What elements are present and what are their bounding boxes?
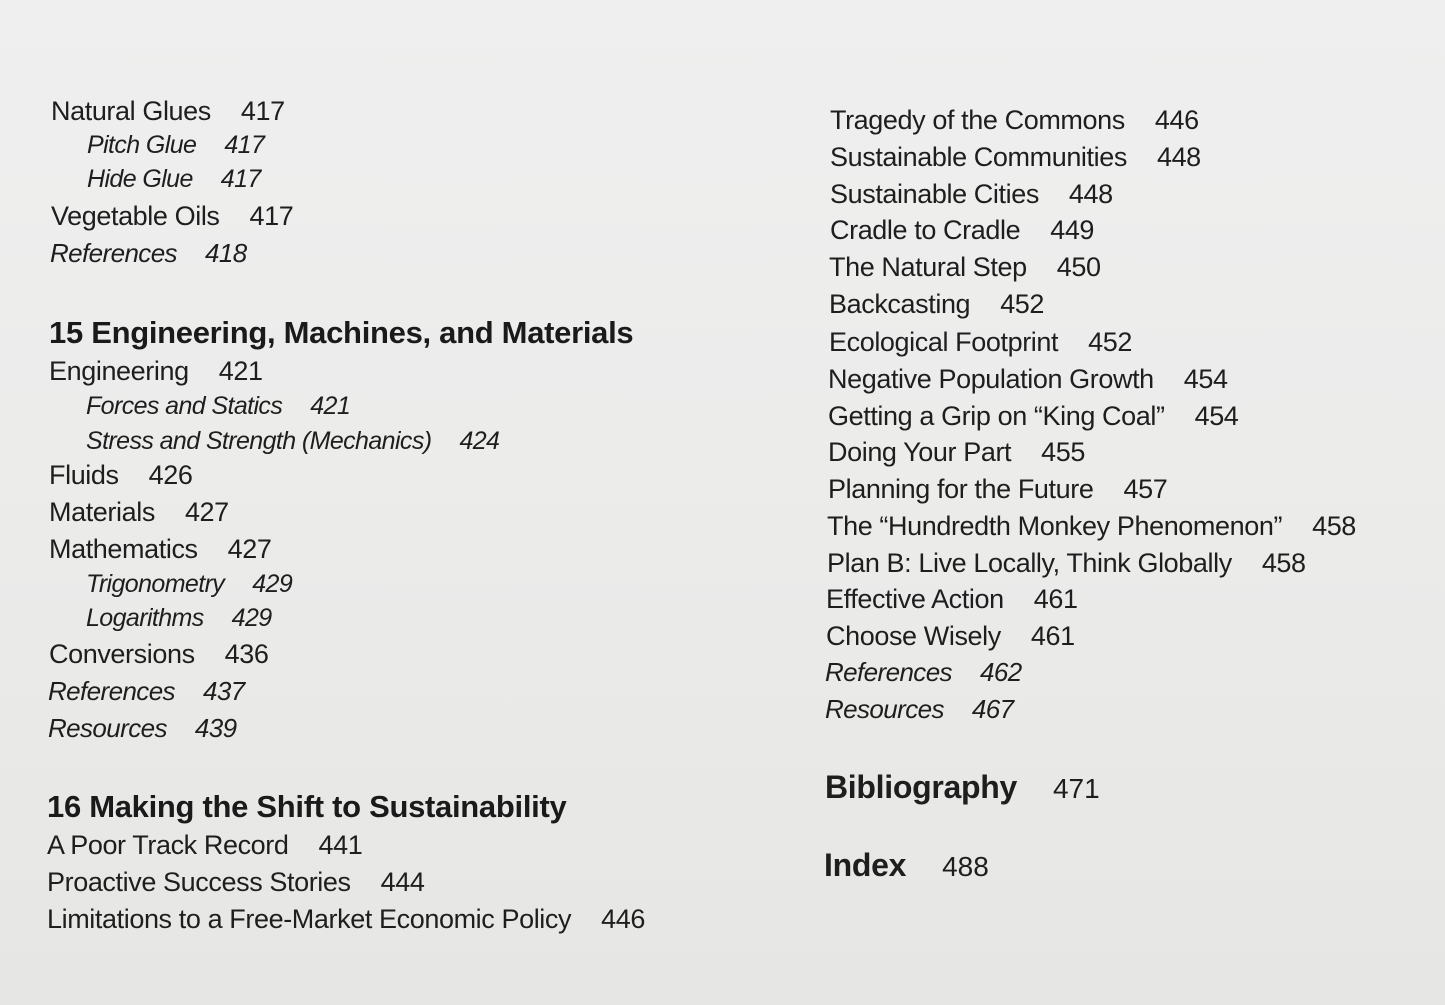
toc-entry-engineering[interactable] xyxy=(49,354,263,388)
toc-entry-label: The Natural Step xyxy=(829,252,1027,282)
toc-entry-label: Tragedy of the Commons xyxy=(830,105,1125,135)
toc-page-number: 457 xyxy=(1123,474,1168,504)
toc-entry-label: Fluids xyxy=(49,460,119,490)
toc-entry-label: Ecological Footprint xyxy=(829,327,1059,357)
toc-page-number: 446 xyxy=(601,904,645,934)
toc-page-number: 471 xyxy=(1052,773,1100,804)
toc-page-number: 439 xyxy=(194,713,237,743)
toc-page-number: 437 xyxy=(202,676,245,706)
toc-page-number: 418 xyxy=(204,238,247,268)
toc-entry-label: Hide Glue xyxy=(87,165,193,193)
toc-entry-ecological-footprint[interactable] xyxy=(829,325,1132,359)
toc-entry-king-coal[interactable] xyxy=(828,399,1238,433)
toc-entry-label: Sustainable Communities xyxy=(830,142,1127,172)
toc-page-number: 441 xyxy=(318,830,363,860)
toc-page-number: 421 xyxy=(218,356,263,386)
toc-entry-poor-track-record[interactable] xyxy=(47,828,362,862)
toc-entry-label: Stress and Strength (Mechanics) xyxy=(86,427,432,455)
toc-entry-label: Conversions xyxy=(49,639,195,669)
toc-entry-label: Cradle to Cradle xyxy=(830,215,1021,245)
toc-bibliography[interactable] xyxy=(825,767,1100,814)
toc-page-number: 424 xyxy=(459,427,500,455)
toc-entry-label: Limitations to a Free-Market Economic Policy xyxy=(47,904,572,934)
toc-entry-choose-wisely[interactable] xyxy=(826,619,1075,653)
toc-entry-references[interactable] xyxy=(825,655,1022,689)
toc-entry-label: A Poor Track Record xyxy=(47,830,289,860)
toc-page-number: 417 xyxy=(220,165,261,193)
toc-page-number: 450 xyxy=(1056,252,1101,282)
toc-entry-label: Resources xyxy=(825,694,944,724)
toc-chapter-16[interactable]: 16 Making the Shift to Sustainability xyxy=(47,789,567,824)
toc-page-number: 426 xyxy=(148,460,193,490)
toc-entry-mathematics[interactable] xyxy=(49,532,272,566)
toc-entry-negative-population-growth[interactable] xyxy=(828,362,1228,396)
toc-entry-label: Getting a Grip on “King Coal” xyxy=(828,401,1165,431)
toc-page-number: 448 xyxy=(1068,179,1113,209)
toc-entry-resources[interactable] xyxy=(48,711,236,745)
toc-page-number: 417 xyxy=(224,131,265,159)
toc-entry-conversions[interactable] xyxy=(49,637,269,671)
toc-entry-label: Doing Your Part xyxy=(828,437,1012,467)
toc-entry-vegetable-oils[interactable] xyxy=(51,199,293,233)
toc-subentry-stress-and-strength[interactable] xyxy=(86,424,499,458)
toc-page-number: 446 xyxy=(1154,105,1199,135)
toc-page-number: 417 xyxy=(249,201,294,231)
toc-page-number: 429 xyxy=(231,604,272,632)
toc-entry-natural-glues[interactable] xyxy=(51,94,285,128)
toc-entry-effective-action[interactable] xyxy=(826,582,1078,616)
toc-entry-label: Forces and Statics xyxy=(86,392,283,420)
toc-entry-label: Backcasting xyxy=(829,289,971,319)
toc-page-number: 452 xyxy=(1000,289,1045,319)
toc-entry-limitations-free-market[interactable] xyxy=(47,902,645,936)
toc-page-number: 454 xyxy=(1183,364,1228,394)
toc-entry-label: Logarithms xyxy=(86,604,204,632)
toc-page-number: 448 xyxy=(1156,142,1201,172)
toc-entry-label: Vegetable Oils xyxy=(51,201,220,231)
toc-subentry-pitch-glue[interactable] xyxy=(87,128,264,162)
toc-entry-label: Proactive Success Stories xyxy=(47,867,351,897)
toc-bibliography-label: Bibliography xyxy=(825,769,1017,805)
toc-page-number: 458 xyxy=(1312,511,1356,541)
toc-entry-natural-step[interactable] xyxy=(829,250,1101,284)
toc-entry-label: Effective Action xyxy=(826,584,1004,614)
toc-entry-references[interactable] xyxy=(50,236,247,270)
toc-entry-plan-b[interactable] xyxy=(827,546,1306,580)
toc-page-number: 461 xyxy=(1030,621,1075,651)
toc-entry-resources[interactable] xyxy=(825,692,1013,726)
toc-entry-materials[interactable] xyxy=(49,495,229,529)
toc-page-number: 421 xyxy=(310,392,351,420)
toc-chapter-15[interactable]: 15 Engineering, Machines, and Materials xyxy=(49,315,634,350)
toc-subentry-forces-and-statics[interactable] xyxy=(86,389,350,423)
toc-page-number: 462 xyxy=(979,657,1022,687)
toc-entry-label: The “Hundredth Monkey Phenomenon” xyxy=(827,511,1283,541)
toc-page-number: 458 xyxy=(1261,548,1306,578)
toc-subentry-logarithms[interactable] xyxy=(86,601,272,635)
toc-entry-planning-for-the-future[interactable] xyxy=(828,472,1167,506)
toc-page-number: 444 xyxy=(380,867,425,897)
toc-entry-cradle-to-cradle[interactable] xyxy=(830,213,1094,247)
toc-subentry-trigonometry[interactable] xyxy=(86,567,292,601)
toc-page-number: 467 xyxy=(971,694,1014,724)
toc-entry-label: Engineering xyxy=(49,356,189,386)
toc-page-number: 454 xyxy=(1194,401,1239,431)
toc-entry-label: Natural Glues xyxy=(51,96,211,126)
toc-entry-label: Materials xyxy=(49,497,155,527)
toc-entry-label: References xyxy=(50,238,177,268)
toc-entry-label: References xyxy=(825,657,952,687)
toc-entry-label: Planning for the Future xyxy=(828,474,1094,504)
toc-entry-sustainable-communities[interactable] xyxy=(830,140,1201,174)
toc-entry-label: Trigonometry xyxy=(86,570,225,598)
toc-entry-backcasting[interactable] xyxy=(829,287,1044,321)
toc-page-number: 427 xyxy=(227,534,272,564)
toc-entry-label: Negative Population Growth xyxy=(828,364,1154,394)
toc-entry-tragedy-of-the-commons[interactable] xyxy=(830,103,1199,137)
toc-index-label: Index xyxy=(824,847,907,883)
toc-page-number: 488 xyxy=(942,851,989,882)
toc-index[interactable] xyxy=(824,845,989,892)
toc-page-number: 449 xyxy=(1050,215,1095,245)
toc-entry-label: Pitch Glue xyxy=(87,131,197,159)
toc-entry-label: Plan B: Live Locally, Think Globally xyxy=(827,548,1232,578)
toc-page-number: 417 xyxy=(240,96,285,126)
toc-entry-label: References xyxy=(48,676,175,706)
toc-entry-fluids[interactable] xyxy=(49,458,192,492)
toc-page-number: 461 xyxy=(1033,584,1078,614)
toc-page-number: 429 xyxy=(252,570,293,598)
toc-page-number: 452 xyxy=(1088,327,1132,357)
toc-subentry-hide-glue[interactable] xyxy=(87,162,261,196)
toc-entry-label: Resources xyxy=(48,713,167,743)
toc-entry-sustainable-cities[interactable] xyxy=(830,177,1113,211)
toc-entry-references[interactable] xyxy=(48,674,245,708)
toc-entry-hundredth-monkey[interactable] xyxy=(827,509,1356,543)
toc-entry-doing-your-part[interactable] xyxy=(828,435,1085,469)
toc-page-number: 427 xyxy=(184,497,229,527)
toc-page-number: 455 xyxy=(1041,437,1085,467)
toc-entry-proactive-success-stories[interactable] xyxy=(47,865,424,899)
toc-page-number: 436 xyxy=(224,639,269,669)
toc-entry-label: Choose Wisely xyxy=(826,621,1001,651)
toc-entry-label: Sustainable Cities xyxy=(830,179,1039,209)
toc-entry-label: Mathematics xyxy=(49,534,198,564)
